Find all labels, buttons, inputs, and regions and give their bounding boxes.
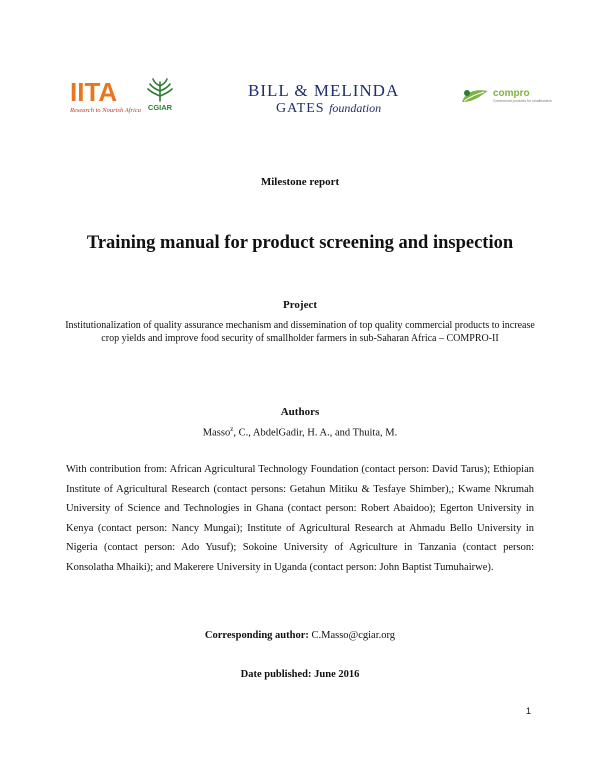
authors-heading: Authors: [280, 406, 320, 418]
contribution-paragraph: With contribution from: African Agricultural Technology Foundation (contact person: David Tarus); Ethiopian Institute of Agricultural Research (contact persons: Getahun Mitiku & Tesfaye Shimber),; Kwame Nkrumah University of Science and Technologies in Ghana (contact person: Robert Abaidoo); Egerton University in Kenya (contact person: Nancy Mungai); Institute of Agricultural Research at Ahmadu Bello University in Nigeria (contact person: Ado Yusuf); Sokoine University of Agriculture in Tanzania (contact person: Konsolatha Mhaiki); and Makerere University in Uganda (contact person: John Baptist Tumuhairwe).: [66, 464, 534, 573]
leaf-icon: [460, 88, 490, 104]
iita-logo-tagline: Research to Nourish Africa: [70, 107, 141, 114]
document-title: Training manual for product screening and inspection: [86, 233, 514, 253]
gates-logo-name: GATES: [276, 101, 325, 116]
gates-logo-line2: [248, 100, 399, 117]
corresponding-author-email: C.Masso@cgiar.org: [311, 630, 396, 641]
document-type: Milestone report: [260, 176, 340, 188]
author-superscript: z: [230, 425, 234, 433]
corresponding-author: [60, 630, 540, 641]
date-published: Date published: June 2016: [240, 669, 360, 680]
authors-rest: , C., AbdelGadir, H. A., and Thuita, M.: [233, 427, 398, 439]
corresponding-author-label: Corresponding author:: [204, 630, 309, 641]
gates-logo-line1: BILL & MELINDA: [248, 81, 400, 100]
gates-foundation-logo: [248, 82, 399, 117]
cgiar-logo: [142, 78, 178, 112]
compro-logo: [460, 88, 552, 104]
cgiar-logo-wordmark: CGIAR: [147, 103, 173, 112]
iita-logo-wordmark: IITA: [70, 77, 118, 107]
author-first: Masso: [202, 427, 231, 439]
compro-logo-tagline: Commercial products for smallholders: [493, 99, 552, 103]
logo-header: [0, 74, 600, 124]
authors-list: [60, 425, 540, 439]
compro-logo-wordmark: compro: [493, 88, 530, 99]
iita-logo: [70, 79, 141, 114]
page-number: 1: [526, 706, 532, 716]
project-heading: Project: [283, 299, 317, 311]
project-description: Institutionalization of quality assurance mechanism and dissemination of top quality commercial products to increase crop yields and improve food security of smallholder farmers in sub-Saharan Africa – COMPRO-II: [65, 320, 535, 344]
wheat-icon: [146, 78, 174, 102]
gates-logo-foundation: foundation: [329, 101, 382, 115]
